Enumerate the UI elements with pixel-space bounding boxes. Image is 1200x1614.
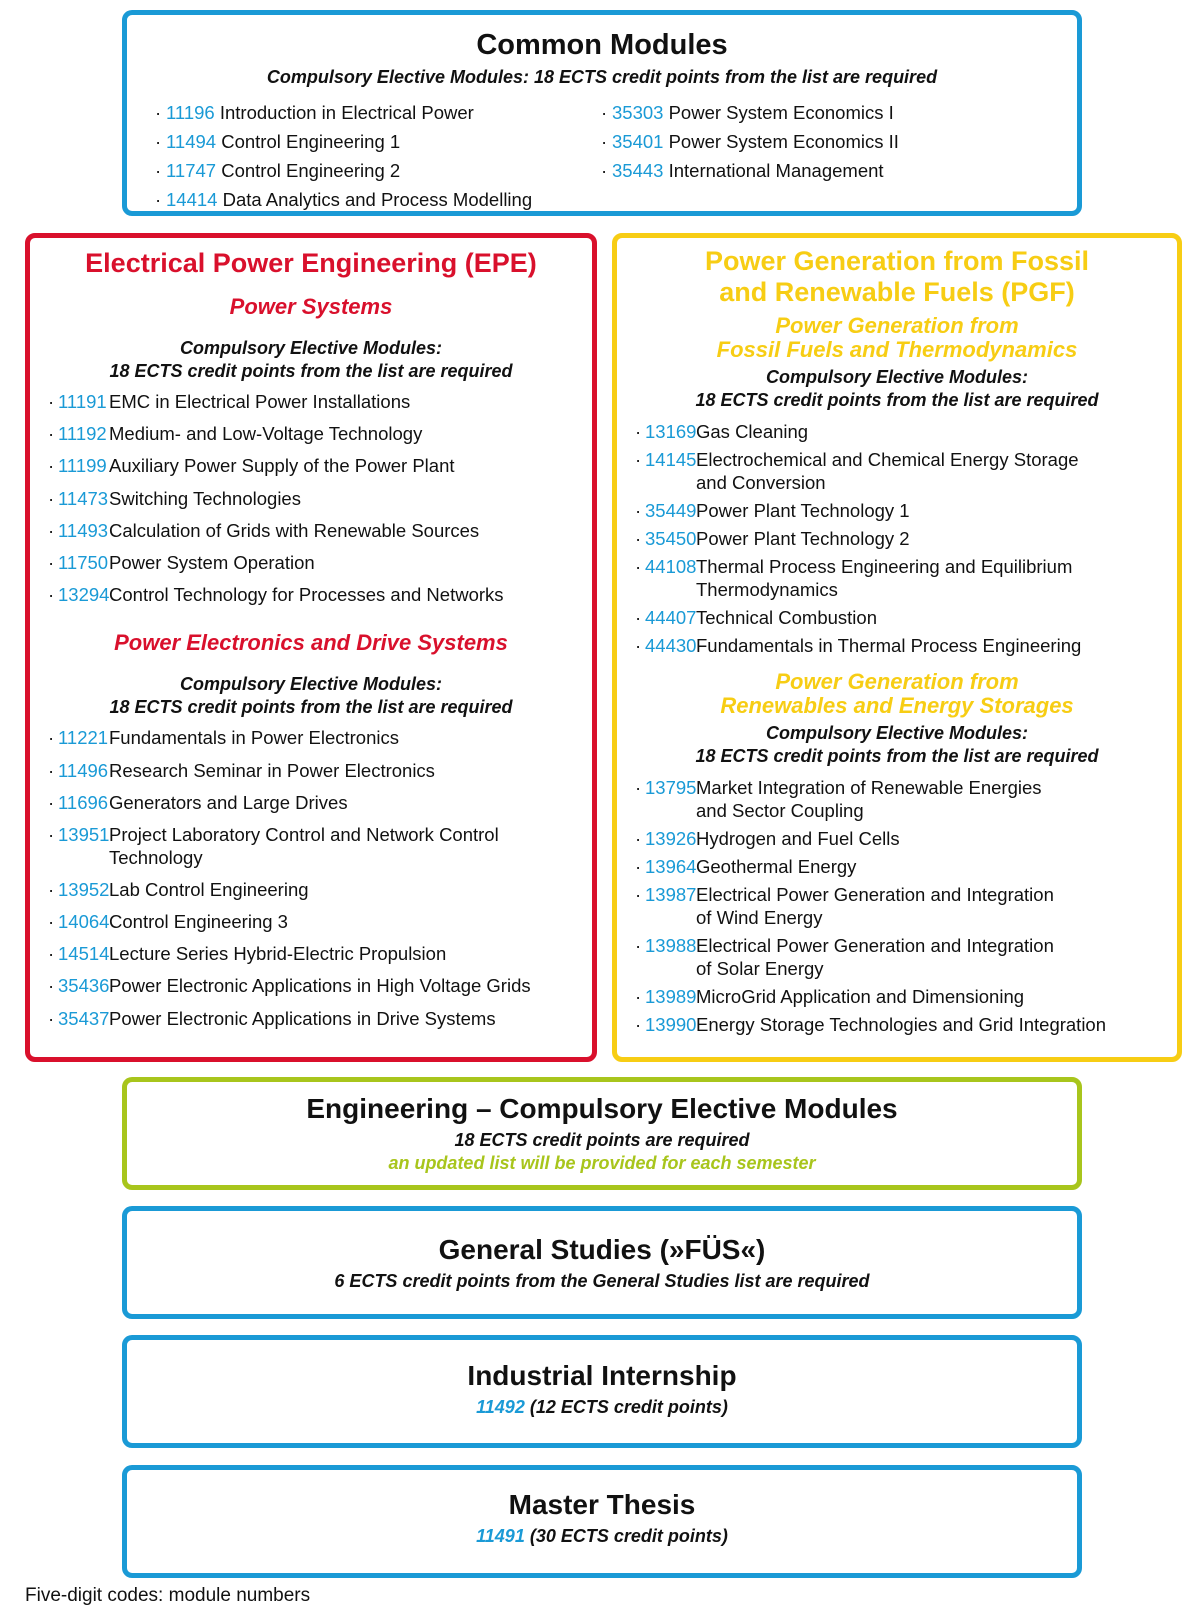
module-code: 11492 bbox=[476, 1397, 525, 1417]
module-code: 11196 bbox=[166, 102, 215, 123]
list-item: · 13989 MicroGrid Application and Dimensioning bbox=[635, 986, 1025, 1007]
power-electronics-list bbox=[30, 726, 592, 1039]
fossil-req-line2: 18 ECTS credit points from the list are required bbox=[695, 390, 1099, 410]
renewables-title-line2: Renewables and Energy Storages bbox=[720, 693, 1074, 718]
module-name: Project Laboratory Control and Network Control Technology bbox=[109, 823, 499, 868]
module-name: Switching Technologies bbox=[109, 487, 301, 509]
module-name: Introduction in Electrical Power bbox=[219, 102, 474, 123]
epe-title: Electrical Power Engineering (EPE) bbox=[85, 248, 537, 278]
module-name: Control Technology for Processes and Networks bbox=[109, 584, 504, 606]
module-code: 14514 bbox=[58, 943, 110, 965]
internship-credits-line bbox=[127, 1396, 1077, 1419]
list-item: · 11496 Research Seminar in Power Electronics bbox=[48, 759, 435, 781]
module-code: 44108 bbox=[645, 556, 697, 577]
module-name: Power System Economics II bbox=[668, 131, 899, 152]
list-item: · 11192 Medium- and Low-Voltage Technology bbox=[48, 423, 423, 445]
renewables-req-line1: Compulsory Elective Modules: bbox=[765, 723, 1029, 743]
module-name: Technical Combustion bbox=[696, 607, 877, 628]
fossil-title-line1: Power Generation from bbox=[775, 313, 1019, 338]
list-item: · 11494 Control Engineering 1 bbox=[155, 131, 401, 152]
general-studies-title: General Studies (»FÜS«) bbox=[438, 1234, 766, 1265]
common-modules-box bbox=[122, 10, 1082, 216]
fossil-title-line2: Fossil Fuels and Thermodynamics bbox=[716, 337, 1078, 362]
list-item: · 13926 Hydrogen and Fuel Cells bbox=[635, 828, 900, 849]
module-name: International Management bbox=[668, 160, 884, 181]
module-code: 11696 bbox=[58, 791, 109, 813]
general-studies-requirement: 6 ECTS credit points from the General Studies list are required bbox=[334, 1271, 870, 1291]
list-item: · 11747 Control Engineering 2 bbox=[155, 160, 401, 181]
module-code: 11473 bbox=[58, 487, 109, 509]
module-name: Power System Operation bbox=[109, 551, 315, 573]
module-code: 11493 bbox=[58, 519, 109, 541]
internship-credits: (12 ECTS credit points) bbox=[529, 1397, 728, 1417]
module-code: 11491 bbox=[476, 1526, 525, 1546]
module-name: EMC in Electrical Power Installations bbox=[109, 391, 411, 412]
internship-title: Industrial Internship bbox=[467, 1360, 737, 1391]
module-code: 35443 bbox=[612, 160, 664, 181]
power-electronics-req-line1: Compulsory Elective Modules: bbox=[179, 674, 443, 695]
module-name: Medium- and Low-Voltage Technology bbox=[109, 423, 423, 445]
power-systems-req-line1: Compulsory Elective Modules: bbox=[179, 338, 443, 358]
list-item: · 44430 Fundamentals in Thermal Process Engineering bbox=[635, 635, 1082, 656]
list-item: · 35443 International Management bbox=[601, 160, 884, 181]
module-name: Lab Control Engineering bbox=[109, 878, 309, 900]
module-code: 35303 bbox=[612, 102, 664, 123]
module-name-continued: Thermodynamics bbox=[696, 579, 838, 600]
module-name: Fundamentals in Power Electronics bbox=[109, 727, 399, 749]
module-code: 11747 bbox=[166, 160, 217, 181]
module-code: 14064 bbox=[58, 911, 110, 933]
internship-box bbox=[122, 1335, 1082, 1448]
module-name: Lecture Series Hybrid-Electric Propulsion bbox=[109, 943, 447, 965]
module-name: Data Analytics and Process Modelling bbox=[222, 189, 533, 210]
list-item: · 11696 Generators and Large Drives bbox=[48, 791, 348, 813]
module-code: 13989 bbox=[645, 986, 697, 1007]
module-name: Research Seminar in Power Electronics bbox=[109, 759, 435, 781]
module-name: Electrical Power Generation and Integration bbox=[696, 935, 1054, 956]
module-code: 35436 bbox=[58, 975, 110, 997]
module-name: MicroGrid Application and Dimensioning bbox=[696, 986, 1025, 1007]
module-name: Market Integration of Renewable Energies bbox=[696, 777, 1042, 798]
module-name: Power Plant Technology 2 bbox=[696, 528, 910, 549]
module-code: 11199 bbox=[58, 455, 107, 477]
module-code: 13795 bbox=[645, 777, 697, 798]
list-item: · 13990 Energy Storage Technologies and Grid Integration bbox=[635, 1014, 1107, 1035]
list-item: · 13952 Lab Control Engineering bbox=[48, 878, 309, 900]
module-name-continued: of Solar Energy bbox=[696, 958, 824, 979]
module-name-continued: of Wind Energy bbox=[696, 907, 823, 928]
power-systems-list bbox=[30, 390, 592, 615]
engineering-note: an updated list will be provided for each semester bbox=[388, 1153, 816, 1173]
module-code: 13990 bbox=[645, 1014, 697, 1035]
list-item: · 14414 Data Analytics and Process Modelling bbox=[155, 189, 533, 210]
module-code: 35450 bbox=[645, 528, 697, 549]
module-name: Control Engineering 1 bbox=[221, 131, 401, 152]
module-code: 13964 bbox=[645, 856, 697, 877]
module-name: Electrochemical and Chemical Energy Storage bbox=[696, 449, 1079, 470]
list-item: · 11191 EMC in Electrical Power Installations bbox=[48, 391, 411, 412]
list-item: · 11199 Auxiliary Power Supply of the Power Plant bbox=[48, 455, 455, 477]
module-code: 13294 bbox=[58, 584, 110, 606]
list-item: · 11196 Introduction in Electrical Power bbox=[155, 102, 474, 123]
pgf-box bbox=[612, 233, 1182, 1062]
module-name: Control Engineering 3 bbox=[109, 911, 288, 933]
module-name: Geothermal Energy bbox=[696, 856, 857, 877]
pgf-title-line2: and Renewable Fuels (PGF) bbox=[719, 277, 1075, 307]
engineering-box bbox=[122, 1077, 1082, 1190]
pgf-title-line1: Power Generation from Fossil bbox=[704, 246, 1090, 276]
common-modules-left-column bbox=[155, 101, 532, 217]
module-code: 44430 bbox=[645, 635, 697, 656]
list-item: · 11750 Power System Operation bbox=[48, 551, 315, 573]
module-name: Energy Storage Technologies and Grid Integration bbox=[696, 1014, 1107, 1035]
list-item: · 13987 Electrical Power Generation and Integration of Wind Energy bbox=[635, 883, 1177, 934]
list-item: · 35449 Power Plant Technology 1 bbox=[635, 500, 910, 521]
list-item: · 13795 Market Integration of Renewable Energies and Sector Coupling bbox=[635, 776, 1177, 827]
module-code: 11221 bbox=[58, 727, 109, 749]
module-name: Gas Cleaning bbox=[696, 421, 809, 442]
module-name-continued: and Conversion bbox=[696, 472, 826, 493]
common-modules-right-column bbox=[601, 101, 899, 188]
module-code: 11191 bbox=[58, 391, 107, 412]
common-modules-title: Common Modules bbox=[476, 29, 728, 61]
thesis-title: Master Thesis bbox=[508, 1489, 696, 1520]
module-code: 14414 bbox=[166, 189, 218, 210]
module-code: 13952 bbox=[58, 878, 110, 900]
module-name: Power System Economics I bbox=[668, 102, 894, 123]
list-item: · 44407 Technical Combustion bbox=[635, 607, 877, 628]
list-item: · 35450 Power Plant Technology 2 bbox=[635, 528, 910, 549]
thesis-credits-line bbox=[127, 1525, 1077, 1548]
module-name: Generators and Large Drives bbox=[109, 791, 348, 813]
module-code: 11496 bbox=[58, 759, 109, 781]
module-code: 14145 bbox=[645, 449, 697, 470]
module-code: 35437 bbox=[58, 1007, 110, 1029]
renewables-req-line2: 18 ECTS credit points from the list are required bbox=[695, 746, 1099, 766]
general-studies-box bbox=[122, 1206, 1082, 1319]
list-item: · 35401 Power System Economics II bbox=[601, 131, 899, 152]
module-code: 35401 bbox=[612, 131, 664, 152]
module-code: 11192 bbox=[58, 423, 107, 445]
list-item: · 11473 Switching Technologies bbox=[48, 487, 301, 509]
module-code: 13987 bbox=[645, 884, 697, 905]
power-electronics-req-line2: 18 ECTS credit points from the list are required bbox=[109, 697, 513, 718]
module-code: 13169 bbox=[645, 421, 697, 442]
list-item: · 11493 Calculation of Grids with Renewable Sources bbox=[48, 519, 480, 541]
list-item: · 13294 Control Technology for Processes and Networks bbox=[48, 584, 504, 606]
list-item: · 11221 Fundamentals in Power Electronics bbox=[48, 727, 399, 749]
module-code: 11494 bbox=[166, 131, 217, 152]
module-code: 35449 bbox=[645, 500, 697, 521]
list-item: · 35436 Power Electronic Applications in High Voltage Grids bbox=[48, 975, 531, 997]
module-name: Thermal Process Engineering and Equilibrium bbox=[696, 556, 1073, 577]
renewables-title-line1: Power Generation from bbox=[775, 669, 1019, 694]
module-name: Control Engineering 2 bbox=[221, 160, 401, 181]
list-item: · 35303 Power System Economics I bbox=[601, 102, 894, 123]
module-name-continued: and Sector Coupling bbox=[696, 800, 864, 821]
engineering-requirement: 18 ECTS credit points are required bbox=[454, 1130, 750, 1150]
module-code: 11750 bbox=[58, 551, 109, 573]
list-item: · 35437 Power Electronic Applications in Drive Systems bbox=[48, 1007, 496, 1029]
module-name: Calculation of Grids with Renewable Sources bbox=[109, 519, 480, 541]
power-systems-title: Power Systems bbox=[229, 294, 393, 319]
module-name: Power Plant Technology 1 bbox=[696, 500, 910, 521]
epe-box bbox=[25, 233, 597, 1062]
list-item: · 14145 Electrochemical and Chemical Energy Storage and Conversion bbox=[635, 448, 1177, 499]
module-code: 13926 bbox=[645, 828, 697, 849]
module-code: 44407 bbox=[645, 607, 697, 628]
list-item: · 13169 Gas Cleaning bbox=[635, 421, 809, 442]
module-name: Fundamentals in Thermal Process Engineering bbox=[696, 635, 1082, 656]
module-name: Auxiliary Power Supply of the Power Plant bbox=[109, 455, 455, 477]
list-item: · 13988 Electrical Power Generation and Integration of Solar Energy bbox=[635, 934, 1177, 985]
power-electronics-title: Power Electronics and Drive Systems bbox=[114, 630, 508, 656]
list-item: · 14064 Control Engineering 3 bbox=[48, 911, 288, 933]
engineering-title: Engineering – Compulsory Elective Modules bbox=[306, 1093, 898, 1124]
fossil-req-line1: Compulsory Elective Modules: bbox=[765, 367, 1029, 387]
list-item: · 44108 Thermal Process Engineering and Equilibrium Thermodynamics bbox=[635, 555, 1177, 606]
list-item: · 13964 Geothermal Energy bbox=[635, 856, 857, 877]
module-name: Hydrogen and Fuel Cells bbox=[696, 828, 900, 849]
fossil-list bbox=[617, 420, 1177, 662]
list-item: · 13951 Project Laboratory Control and Network Control Technology bbox=[48, 823, 592, 878]
module-name: Power Electronic Applications in Drive Systems bbox=[109, 1007, 496, 1029]
thesis-credits: (30 ECTS credit points) bbox=[529, 1526, 728, 1546]
footnote: Five-digit codes: module numbers bbox=[25, 1585, 311, 1606]
thesis-box bbox=[122, 1465, 1082, 1578]
module-code: 13951 bbox=[58, 823, 110, 845]
module-name: Electrical Power Generation and Integration bbox=[696, 884, 1054, 905]
module-name: Power Electronic Applications in High Voltage Grids bbox=[109, 975, 531, 997]
list-item: · 14514 Lecture Series Hybrid-Electric Propulsion bbox=[48, 943, 447, 965]
module-code: 13988 bbox=[645, 935, 697, 956]
common-modules-requirement: Compulsory Elective Modules: 18 ECTS credit points from the list are required bbox=[266, 67, 938, 87]
renewables-list bbox=[617, 776, 1177, 1041]
power-systems-req-line2: 18 ECTS credit points from the list are required bbox=[109, 361, 513, 381]
